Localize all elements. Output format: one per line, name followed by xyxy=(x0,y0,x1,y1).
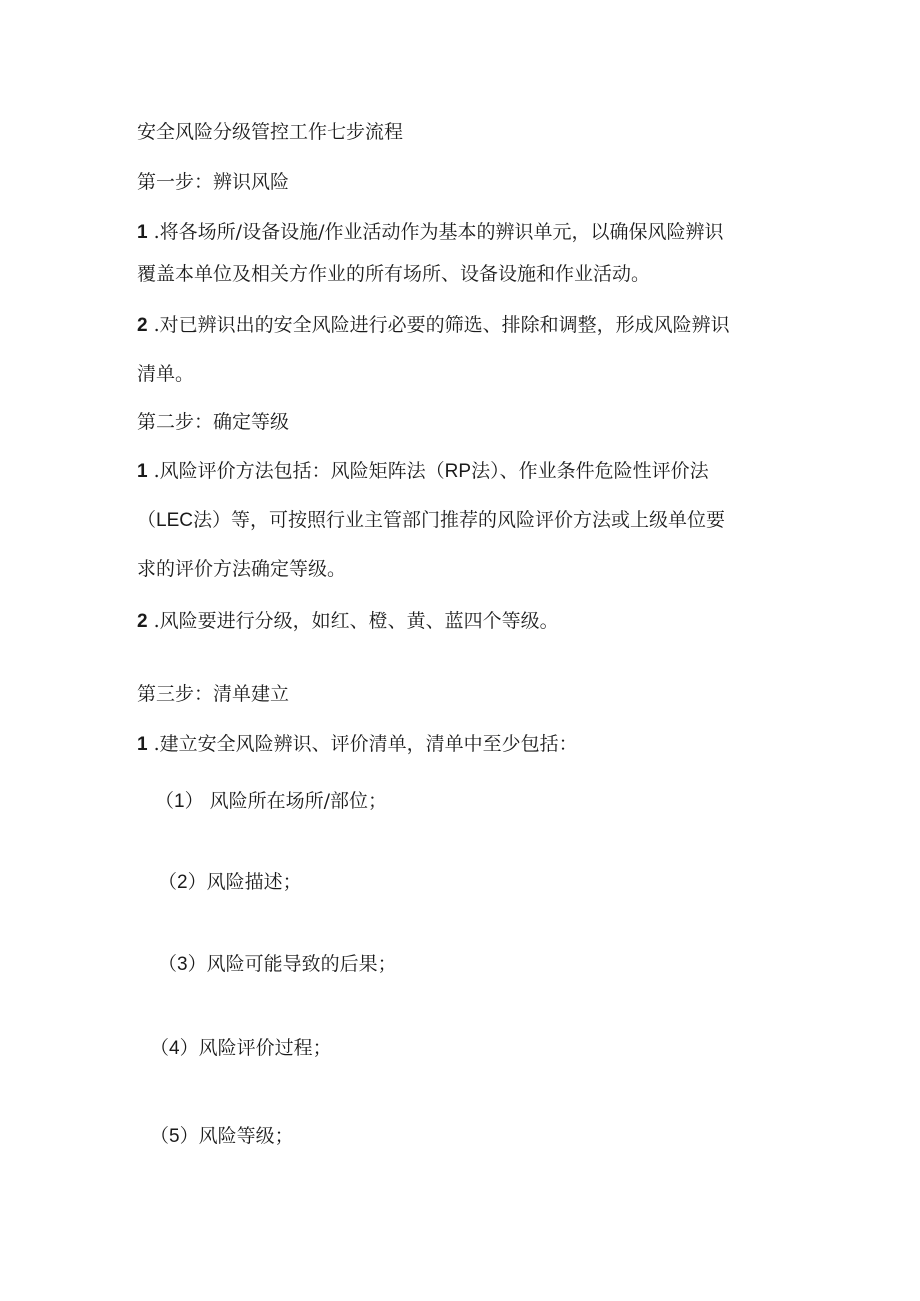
step1-item1-line2 xyxy=(137,262,650,286)
step1-item1-text-cont: 覆盖本单位及相关方作业的所有场所、设备设施和作业活动。 xyxy=(137,263,651,285)
step2-item1-line1 xyxy=(137,459,709,484)
step3-item1-text: .建立安全风险辨识、评价清单，清单中至少包括： xyxy=(153,733,578,755)
subitem-5-text: 风险等级； xyxy=(198,1125,294,1147)
subitem-2-text: 风险描述； xyxy=(206,871,302,893)
step1-item1-number: 1 xyxy=(137,222,148,243)
step2-item1-line2 xyxy=(137,508,725,533)
step3-heading xyxy=(137,682,289,706)
step1-item1-text: .将各场所/设备设施/作业活动作为基本的辨识单元，以确保风险辨识 xyxy=(153,221,724,243)
step2-item1-text-c: （ xyxy=(137,509,157,531)
step1-heading xyxy=(137,170,289,194)
step2-item1-text-a: .风险评价方法包括：风险矩阵法（ xyxy=(153,460,445,482)
step2-item1-text-b: 法）、作业条件危险性评价法 xyxy=(471,460,709,482)
step2-item1-number: 1 xyxy=(137,461,148,482)
step3-item1-line1 xyxy=(137,732,578,757)
step2-item1-text-e: 求的评价方法确定等级。 xyxy=(137,558,347,580)
step1-item1-line1 xyxy=(137,220,723,245)
rp-abbreviation: RP xyxy=(444,461,472,482)
subitem-4 xyxy=(150,1036,332,1061)
subitem-3 xyxy=(158,952,397,977)
subitem-1 xyxy=(155,789,387,814)
subitem-5-number: （5） xyxy=(150,1126,199,1147)
step2-item1-line3 xyxy=(137,557,346,581)
step3-heading-text: 第三步：清单建立 xyxy=(137,683,290,705)
step2-item2-line1 xyxy=(137,609,559,634)
step1-item2-number: 2 xyxy=(137,315,148,336)
step3-item1-number: 1 xyxy=(137,734,148,755)
step2-item2-text: .风险要进行分级，如红、橙、黄、蓝四个等级。 xyxy=(153,610,559,632)
step1-heading-text: 第一步：辨识风险 xyxy=(137,171,290,193)
title-text: 安全风险分级管控工作七步流程 xyxy=(137,121,404,143)
step1-item2-line2 xyxy=(137,362,194,386)
step1-item2-text-cont: 清单。 xyxy=(137,363,195,385)
subitem-5 xyxy=(150,1124,294,1149)
step1-item2-text: .对已辨识出的安全风险进行必要的筛选、排除和调整，形成风险辨识 xyxy=(153,314,730,336)
subitem-1-text: 风险所在场所/部位； xyxy=(209,790,388,812)
step2-item2-number: 2 xyxy=(137,611,148,632)
lec-abbreviation: LEC xyxy=(156,510,193,531)
step1-item2-line1 xyxy=(137,313,730,338)
subitem-4-number: （4） xyxy=(150,1038,199,1059)
subitem-1-number: （1） xyxy=(155,791,204,812)
subitem-3-number: （3） xyxy=(158,954,207,975)
step2-heading xyxy=(137,410,289,434)
step2-heading-text: 第二步：确定等级 xyxy=(137,411,290,433)
step2-item1-text-d: 法）等，可按照行业主管部门推荐的风险评价方法或上级单位要 xyxy=(192,509,725,531)
subitem-4-text: 风险评价过程； xyxy=(198,1037,332,1059)
subitem-2 xyxy=(158,870,302,895)
subitem-3-text: 风险可能导致的后果； xyxy=(206,953,397,975)
subitem-2-number: （2） xyxy=(158,872,207,893)
document-title xyxy=(137,120,403,144)
